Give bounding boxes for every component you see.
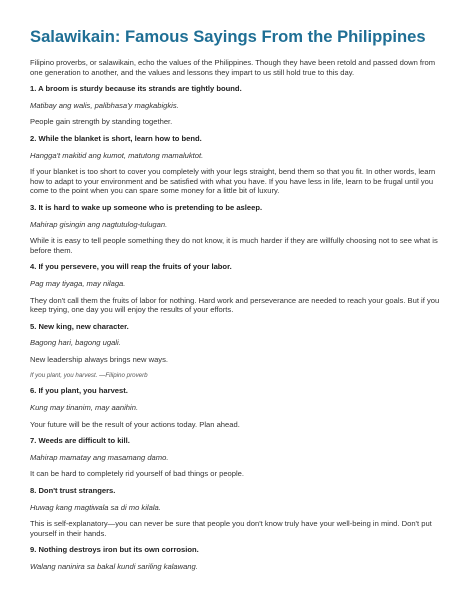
proverb-tagalog: Mahirap mamatay ang masamang damo.: [30, 452, 169, 462]
proverb-tagalog: Bagong hari, bagong ugali.: [30, 338, 121, 348]
proverb-item-1: [30, 84, 444, 127]
proverb-tagalog: Walang naninira sa bakal kundi sariling kalawang.: [30, 562, 198, 571]
pull-quote-caption: If you plant, you harvest. —Filipino proverb: [30, 372, 148, 380]
proverb-meaning: Your future will be the result of your actions today. Plan ahead.: [30, 419, 240, 429]
intro-paragraph: Filipino proverbs, or salawikain, echo the values of the Philippines. Though they have been retold and passed down from one generation to another, and the values and lessons they impart to us still hold true to this day.: [30, 58, 436, 77]
proverb-heading: 3. It is hard to wake up someone who is pretending to be asleep.: [30, 202, 263, 212]
proverb-tagalog: Huwag kang magtiwala sa di mo kilala.: [30, 502, 161, 512]
proverb-heading: 5. New king, new character.: [30, 321, 129, 331]
proverb-item-9: [30, 545, 444, 571]
proverb-item-6: [30, 386, 444, 429]
proverb-item-7: [30, 436, 444, 479]
proverb-heading: 8. Don't trust strangers.: [30, 486, 116, 496]
proverb-meaning: New leadership always brings new ways.: [30, 354, 169, 364]
proverb-heading: 4. If you persevere, you will reap the fruits of your labor.: [30, 262, 232, 272]
proverb-item-4: [30, 262, 444, 314]
proverb-heading: 1. A broom is sturdy because its strands are tightly bound.: [30, 84, 242, 94]
proverb-item-2: [30, 134, 444, 196]
proverb-meaning: People gain strength by standing together.: [30, 117, 173, 127]
proverb-meaning: It can be hard to completely rid yourself of bad things or people.: [30, 469, 245, 479]
proverb-item-8: [30, 486, 444, 538]
page-title: Salawikain: Famous Sayings From the Philippines: [30, 27, 426, 46]
proverb-meaning: If your blanket is too short to cover you completely with your legs straight, bend them so that you fit. In other words, learn how to adapt to your environment and be satisfied with what you have. If you have less in life, learn to be frugal until you come to the point when you can spare some money for a little bit of luxury.: [30, 167, 436, 196]
proverb-tagalog: Mahirap gisingin ang nagtutulog-tulugan.: [30, 219, 168, 229]
proverb-tagalog: Kung may tinanim, may aanihin.: [30, 403, 139, 413]
proverb-heading: 6. If you plant, you harvest.: [30, 386, 128, 396]
proverb-item-5: [30, 322, 444, 365]
proverb-meaning: They don't call them the fruits of labor for nothing. Hard work and perseverance are needed to reach your goals. But if you keep trying, one day you will enjoy the results of your efforts.: [30, 295, 440, 315]
proverb-tagalog: Matibay ang walis, palibhasa'y magkabigkis.: [30, 100, 179, 110]
proverb-heading: 7. Weeds are difficult to kill.: [30, 436, 130, 446]
proverb-tagalog: Pag may tiyaga, may nilaga.: [30, 278, 126, 288]
proverb-tagalog: Hangga't makitid ang kumot, matutong mamaluktot.: [30, 150, 204, 160]
proverb-heading: 9. Nothing destroys iron but its own corrosion.: [30, 545, 199, 555]
proverb-meaning: This is self-explanatory—you can never be sure that people you don't know truly have your well-being in mind. Don't put yourself in their hands.: [30, 519, 432, 538]
proverb-item-3: [30, 203, 444, 255]
proverb-meaning: While it is easy to tell people something they do not know, it is much harder if they are willfully choosing not to see what is before them.: [30, 236, 438, 255]
proverb-heading: 2. While the blanket is short, learn how to bend.: [30, 133, 202, 143]
